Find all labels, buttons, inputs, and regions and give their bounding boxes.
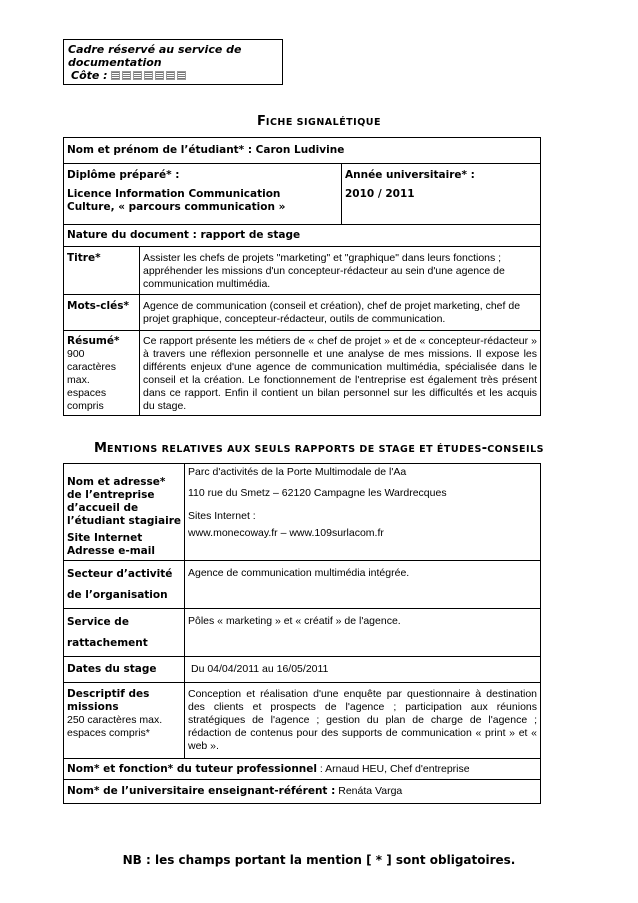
year-value: 2010 / 2011 [345, 188, 415, 200]
mots-cles-label: Mots-clés* [64, 295, 140, 331]
titre-label: Titre* [64, 247, 140, 295]
resume-label-cell [64, 331, 140, 416]
document-nature: Nature du document : rapport de stage [64, 225, 541, 247]
service-label: Service de rattachement [64, 609, 185, 657]
resume-sub-4: espaces [67, 387, 107, 399]
service-value: Pôles « marketing » et « créatif » de l'agence. [185, 609, 541, 657]
diploma-label: Diplôme préparé* : [67, 169, 180, 181]
resume-sub-1: 900 [67, 348, 85, 360]
cote-hatch [111, 69, 188, 82]
resume-sub-2: caractères [67, 361, 117, 373]
year-cell [342, 164, 541, 225]
mentions-title: MENTIONS RELATIVES AUX SEULS RAPPORTS DE STAGE ET ÉTUDES-CONSEILS [94, 441, 544, 456]
documentation-box [63, 39, 283, 85]
section-mentions [63, 463, 541, 804]
missions-sub: 250 caractères max. espaces compris* [67, 714, 163, 739]
footer-note: NB : les champs portant la mention [ * ] sont obligatoires. [122, 853, 516, 867]
address-value-cell [185, 464, 541, 561]
address-label: Nom et adresse* de l’entreprise d’accueil de l’étudiant stagiaire [67, 476, 182, 527]
address-label-cell [64, 464, 185, 561]
address-line1: Parc d'activités de la Porte Multimodale de l'Aa [188, 466, 407, 478]
cote-label: Côte : [71, 69, 108, 82]
sector-value: Agence de communication multimédia intégrée. [185, 561, 541, 609]
resume-label: Résumé* [67, 335, 120, 347]
referent-row [64, 780, 541, 804]
titre-value: Assister les chefs de projets "marketing" et "graphique" dans leurs fonctions ; appréhender les missions d'un concepteur-rédacteur au sein d'une agence de communication multimédia. [140, 247, 541, 295]
mots-cles-value: Agence de communication (conseil et création), chef de projet marketing, chef de projet graphique, concepteur-rédacteur, outils de communication. [140, 295, 541, 331]
tutor-row [64, 759, 541, 780]
tutor-label: Nom* et fonction* du tuteur professionnel [67, 762, 317, 775]
site-value: www.monecoway.fr – www.109surlacom.fr [188, 527, 384, 539]
missions-value: Conception et réalisation d'une enquête par questionnaire à destination des clients et prospects de l'agence ; participation aux réunions stratégiques de l'agence ; gestion du plan de charge de l'agence ; rédaction de contenus pour des supports de communication « print » et « web ». [185, 683, 541, 759]
year-label: Année universitaire* : [345, 169, 475, 181]
missions-label-cell [64, 683, 185, 759]
doc-box-line2: documentation [68, 56, 162, 69]
dates-label: Dates du stage [64, 657, 185, 683]
resume-sub-3: max. [67, 374, 90, 386]
referent-value: Renáta Varga [335, 785, 403, 797]
referent-label: Nom* de l’universitaire enseignant-référent : [67, 785, 336, 797]
resume-value: Ce rapport présente les métiers de « chef de projet » et de « concepteur-rédacteur » à travers une réflexion personnelle et une analyse de mes missions. Il expose les différents enjeux d'une agence de communication multimédia, spécialisée dans le conseil et la création. Le fonctionnement de l'entreprise est également très présent dans ce rapport. Enfin il contient un bilan personnel sur les difficultés et les acquis du stage. [140, 331, 541, 416]
dates-value: Du 04/04/2011 au 16/05/2011 [185, 657, 541, 683]
site-label: Site Internet Adresse e-mail [67, 532, 155, 557]
doc-box-line1: Cadre réservé au service de [68, 43, 242, 56]
tutor-value: : Arnaud HEU, Chef d'entreprise [317, 762, 470, 775]
address-line2: 110 rue du Smetz – 62120 Campagne les Wardrecques [188, 487, 447, 499]
fiche-title: FICHE SIGNALÉTIQUE [257, 114, 381, 129]
student-name: Nom et prénom de l’étudiant* : Caron Ludivine [64, 138, 541, 164]
section-fiche [63, 137, 541, 416]
missions-label: Descriptif des missions [67, 688, 150, 713]
sector-label: Secteur d’activité de l’organisation [64, 561, 185, 609]
cote-line [68, 69, 278, 82]
diploma-value: Licence Information Communication Culture, « parcours communication » [67, 188, 286, 213]
sites-label: Sites Internet : [188, 510, 256, 522]
diploma-cell [64, 164, 342, 225]
resume-sub-5: compris [67, 400, 104, 412]
